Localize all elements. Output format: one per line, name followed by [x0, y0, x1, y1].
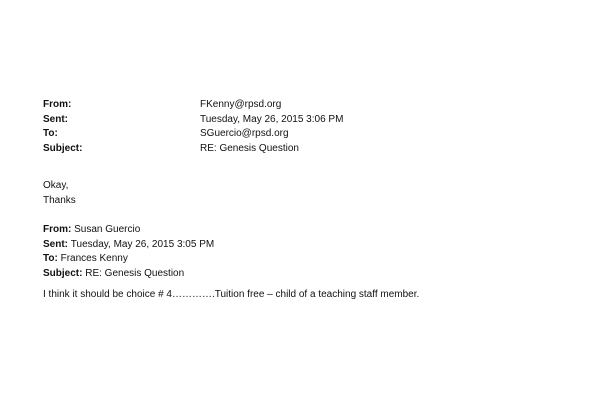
quoted-subject-row [43, 267, 214, 282]
to-value: SGuercio@rpsd.org [200, 128, 289, 139]
header-sent-row [43, 113, 343, 128]
subject-value: RE: Genesis Question [200, 142, 299, 154]
quoted-to-value: Frances Kenny [60, 253, 128, 264]
from-label: From: [43, 99, 72, 110]
quoted-to-label: To: [43, 253, 61, 264]
to-label: To: [43, 128, 58, 139]
quoted-sent-label: Sent: [43, 238, 71, 250]
reply-line-2: Thanks [43, 195, 76, 206]
header-to-row [43, 127, 343, 142]
reply-body [43, 178, 76, 208]
reply-line-1: Okay, [43, 180, 69, 191]
quoted-subject-label: Subject: [43, 267, 86, 279]
quoted-message: I think it should be choice # 4………….Tuition free – child of a teaching staff member. [43, 289, 420, 300]
email-header [43, 98, 343, 156]
quoted-sent-row [43, 238, 214, 253]
sent-value: Tuesday, May 26, 2015 3:06 PM [200, 113, 344, 125]
header-subject-row [43, 142, 343, 157]
subject-label: Subject: [43, 142, 83, 154]
header-from-row [43, 98, 343, 113]
quoted-header [43, 223, 214, 281]
sent-label: Sent: [43, 113, 68, 125]
quoted-from-label: From: [43, 224, 75, 235]
quoted-subject-value: RE: Genesis Question [85, 267, 185, 279]
quoted-to-row [43, 252, 214, 267]
quoted-from-value: Susan Guercio [74, 224, 141, 235]
from-value: FKenny@rpsd.org [200, 99, 282, 110]
quoted-from-row [43, 223, 214, 238]
quoted-sent-value: Tuesday, May 26, 2015 3:05 PM [70, 238, 215, 250]
